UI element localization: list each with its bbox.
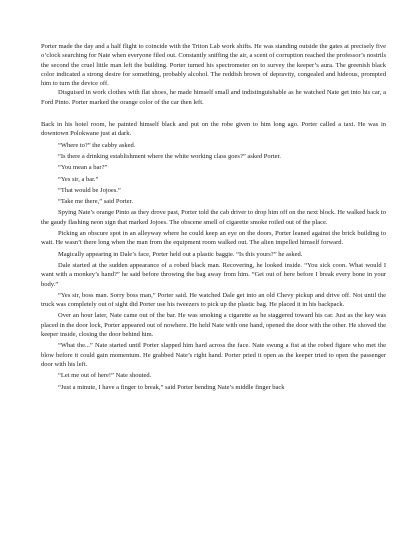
dialogue-line: “Is there a drinking establishment where the white working class goes?” asked Porter. bbox=[58, 152, 281, 160]
dialogue-line: “You mean a bar?” bbox=[58, 164, 108, 172]
paragraph: Over an hour later, Nate came out of the bar. He was smoking a cigarette as he staggered toward his car. Just as the key was placed in the door lock, Porter appeared out of nowhere. He held Nate with one hand, opened the door with the other. He shoved the keeper inside, closing the door behind him. bbox=[41, 312, 386, 339]
dialogue-line: “That would be Jojoes.” bbox=[58, 186, 121, 194]
paragraph-3: Back in his hotel room, he painted himself black and put on the robe given to him long ago. Porter called a taxi. He was in downtown Polokwane just at dark. bbox=[41, 121, 386, 138]
dialogue-line: “Just a minute, I have a finger to break,” said Porter bending Nate’s middle finger back bbox=[58, 383, 285, 391]
paragraph: Dale started at the sudden appearance of a robed black man. Recovering, he looked inside. “You sick coon. What would I want with a monkey’s hand?” he said before throwing the bag away from him. “Get out of here before I break every bone in your body.” bbox=[41, 261, 386, 288]
paragraph: “What the...” Nate started until Porter slapped him hard across the face. Nate swung a fist at the robed figure who met the blow before it could gain momentum. He grabbed Nate’s right hand. Porter pried it open as the keeper tried to open the passenger door with his left. bbox=[41, 342, 386, 368]
paragraph: Spying Nate’s orange Pinto as they drove past, Porter told the cab driver to drop him off on the next block. He walked back to the gaudy flashing neon sign that marked Jojoes. The obscene smell of cigarette smoke roiled out of the place. bbox=[41, 209, 386, 226]
paragraph: “Yes sir, boss man. Sorry boss man,” Porter said. He watched Dale get into an old Chevy pickup and drive off. Not until the truck was completely out of sight did Porter use his tweezers to pick up the plastic bag. He placed it in his backpack. bbox=[41, 291, 386, 309]
dialogue-line: “Take me there,” said Porter. bbox=[58, 198, 133, 206]
paragraph: Picking an obscure spot in an alleyway where he could keep an eye on the doors, Porter leaned against the brick building to wait. He wasn’t there long when the man from the equipment room walked out. The alien impelled himself forward. bbox=[41, 230, 386, 247]
paragraph: Magically appearing in Dale’s face, Porter held out a plastic baggie. “Is this yours?” he asked. bbox=[58, 250, 303, 258]
dialogue-line: “Where to?” the cabby asked. bbox=[58, 141, 136, 149]
paragraph-2: Disguised in work clothes with flat shoes, he made himself small and indistinguishable as he watched Nate get into his car, a Ford Pinto. Porter marked the orange color of the car then left. bbox=[41, 89, 386, 106]
dialogue-line: “Yes sir, a bar.” bbox=[58, 175, 99, 183]
section-break bbox=[41, 107, 386, 120]
dialogue-line: “Let me out of here!” Nate shouted. bbox=[58, 372, 152, 380]
paragraph-1: Porter made the day and a half flight to coincide with the Triton Lab work shifts. He was standing outside the gates at precisely five o’clock searching for Nate when everyone filed out. Constantly sniffing the air, a scent of corruption reached the professor’s nostrils the second the cruel little man left the building. Porter turned his spectrometer on to survey the keeper’s aura. The greenish black color indicated a strong desire for something, probably alcohol. The reddish brown of depravity, congealed and hideous, prompted him to turn the device off. bbox=[41, 43, 386, 88]
